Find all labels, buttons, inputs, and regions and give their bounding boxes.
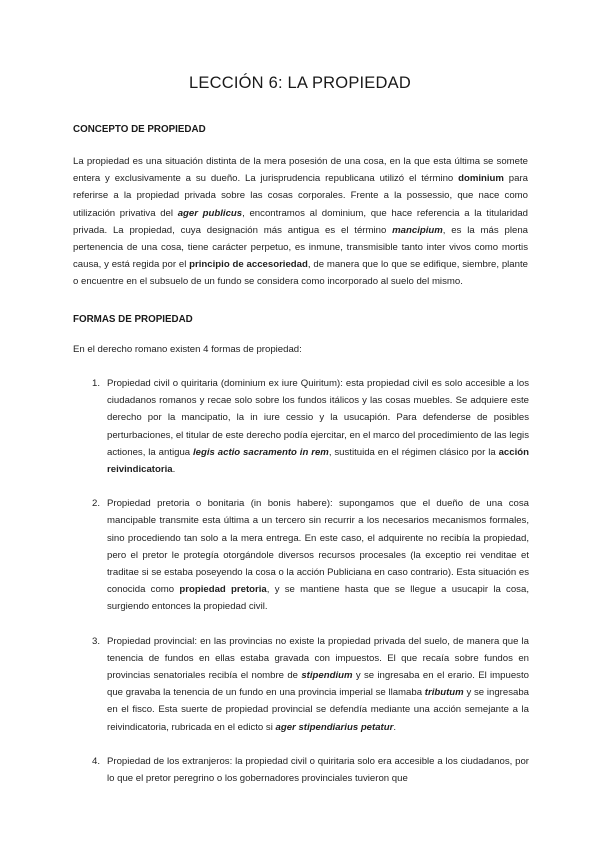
- concept-text: para referirse a la propiedad privada sobre las cosas corporales. Frente a la possessio, que nace como utilización privativa del: [73, 173, 529, 219]
- term-mancipium: mancipium: [392, 224, 443, 236]
- concept-text: , de manera que lo que se edifique, siembre, plante o encuentre en el subsuelo de un fundo se considera como incorporado al suelo del mismo.: [73, 259, 528, 288]
- term-propiedad-pretoria: propiedad pretoria: [179, 584, 267, 596]
- list-text: , sustituida en el régimen clásico por la: [328, 446, 499, 458]
- list-item: [92, 495, 529, 615]
- term-dominium: dominium: [458, 173, 504, 185]
- list-item: [92, 375, 529, 478]
- term-ager-stipendiarius: ager stipendiarius petatur: [275, 721, 394, 733]
- list-text: , y se mantiene hasta que se llegue a usucapir la cosa, surgiendo entonces la propiedad civil.: [107, 584, 529, 613]
- term-accion-reivindicatoria: acción reivindicatoria: [107, 446, 529, 476]
- list-number: 4.: [92, 755, 101, 767]
- list-item: [92, 753, 529, 787]
- list-text: Propiedad civil o quiritaria (dominium ex iure Quiritum): esta propiedad civil es solo accesible a los ciudadanos romanos y recae solo sobre los fundos itálicos y las cosas muebles. Se adquiere este derecho por la mancipatio, la in iure cessio y la usucapión. Para defenderse de posibles perturbaciones, el titular de este derecho podía ejercitar, en el marco del procedimiento de las legis actiones, la antigua: [107, 378, 529, 458]
- forms-intro: En el derecho romano existen 4 formas de propiedad:: [73, 344, 302, 355]
- term-principio-accesoriedad: principio de accesoriedad: [189, 259, 308, 271]
- list-number: 1.: [92, 378, 101, 389]
- list-text: y se ingresaba en el fisco. Esta suerte de propiedad provincial se defendía mediante una acción semejante a la reivindicatoria, rubricada en el edicto si: [107, 687, 529, 733]
- concept-text: La propiedad es una situación distinta de la mera posesión de una cosa, en la que esta última se somete entera y exclusivamente a su dueño. La jurisprudencia republicana utilizó el término: [73, 156, 528, 185]
- term-tributum: tributum: [424, 687, 464, 699]
- list-text: y se ingresaba en el erario. El impuesto que gravaba la tenencia de un fundo en una provincia imperial se llamaba: [107, 670, 529, 699]
- list-text: .: [172, 464, 176, 476]
- term-stipendium: stipendium: [301, 670, 353, 682]
- forms-list: [92, 375, 529, 804]
- concept-paragraph: [73, 153, 528, 291]
- section-heading-concepto: CONCEPTO DE PROPIEDAD: [73, 124, 206, 135]
- section-heading-formas: FORMAS DE PROPIEDAD: [73, 314, 193, 325]
- list-text: Propiedad provincial: en las provincias no existe la propiedad privada del suelo, de manera que la tenencia de fundos en ellas estaba gravada con impuestos. El que recaía sobre fundos en provincias senatoriales recibía el nombre de: [107, 635, 529, 682]
- list-text: Propiedad de los extranjeros: la propiedad civil o quiritaria solo era accesible a los ciudadanos, por lo que el pretor peregrino o los gobernadores provinciales tuvieron que: [107, 755, 529, 785]
- term-ager-publicus: ager publicus: [177, 207, 243, 219]
- list-item: [92, 633, 529, 736]
- term-legis-actio: legis actio sacramento in rem: [193, 446, 329, 458]
- page-title: LECCIÓN 6: LA PROPIEDAD: [189, 74, 411, 92]
- list-number: 2.: [92, 498, 101, 510]
- list-text: .: [393, 721, 397, 733]
- list-number: 3.: [92, 635, 101, 647]
- concept-text: , encontramos al dominium, que hace referencia a la titularidad privada. La propiedad, cuya designación más antigua es el término: [73, 207, 529, 236]
- concept-text: , es la más plena pertenencia de una cosa, tiene carácter perpetuo, es inmune, transmisible tanto inter vivos como mortis causa, y está regida por el: [73, 224, 528, 271]
- list-text: Propiedad pretoria o bonitaria (in bonis habere): supongamos que el dueño de una cosa mancipable transmite esta última a un tercero sin recurrir a los necesarios mecanismos formales, sino procediendo tan solo a la mera entrega. En este caso, el adquirente no recibía la propiedad, pero el pretor le protegía otorgándole diversos recursos procesales (la exceptio rei venditae et traditae si se estaba poseyendo la cosa o la acción Publiciana en caso contrario). Esta situación es conocida como: [107, 498, 529, 596]
